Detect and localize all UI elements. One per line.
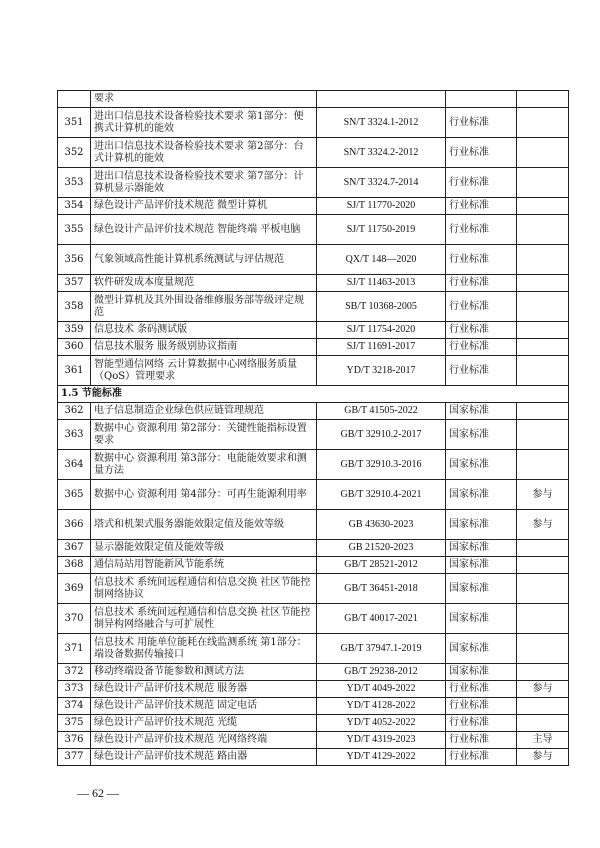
table-row xyxy=(58,138,569,168)
participation-role xyxy=(517,245,569,275)
participation-role xyxy=(517,292,569,322)
standard-code: YD/T 4128-2022 xyxy=(317,698,446,715)
page-number: — 62 — xyxy=(77,786,119,800)
row-number: 355 xyxy=(58,215,91,245)
participation-role xyxy=(517,715,569,732)
table-row xyxy=(58,732,569,749)
standard-type: 行业标准 xyxy=(446,356,517,386)
standard-name: 通信局站用智能新风节能系统 xyxy=(91,557,317,574)
standard-code: GB/T 29238-2012 xyxy=(317,664,446,681)
standard-name: 数据中心 资源利用 第2部分：关键性能指标设置要求 xyxy=(91,420,317,450)
standard-type: 国家标准 xyxy=(446,557,517,574)
standard-type: 行业标准 xyxy=(446,732,517,749)
standard-type: 行业标准 xyxy=(446,681,517,698)
standard-code: SB/T 10368-2005 xyxy=(317,292,446,322)
participation-role xyxy=(517,275,569,292)
standard-code: GB/T 36451-2018 xyxy=(317,574,446,604)
participation-role: 参与 xyxy=(517,510,569,540)
participation-role xyxy=(517,168,569,198)
row-number xyxy=(58,91,91,108)
standard-code xyxy=(317,91,446,108)
participation-role xyxy=(517,574,569,604)
standard-code: SN/T 3324.1-2012 xyxy=(317,108,446,138)
standard-code: YD/T 4052-2022 xyxy=(317,715,446,732)
section-header-row xyxy=(58,386,569,403)
standard-code: YD/T 4129-2022 xyxy=(317,749,446,766)
standard-code: YD/T 4049-2022 xyxy=(317,681,446,698)
standard-name: 信息技术 系统间远程通信和信息交换 社区节能控制网络协议 xyxy=(91,574,317,604)
standard-name: 信息技术服务 服务级别协议指南 xyxy=(91,339,317,356)
table-row xyxy=(58,540,569,557)
standard-type: 行业标准 xyxy=(446,168,517,198)
table-row xyxy=(58,510,569,540)
table-row xyxy=(58,557,569,574)
table-row xyxy=(58,698,569,715)
standard-name: 绿色设计产品评价技术规范 路由器 xyxy=(91,749,317,766)
table-row xyxy=(58,574,569,604)
standard-type xyxy=(446,91,517,108)
standard-code: GB/T 41505-2022 xyxy=(317,403,446,420)
row-number: 358 xyxy=(58,292,91,322)
table-row xyxy=(58,420,569,450)
standard-type: 国家标准 xyxy=(446,420,517,450)
row-number: 359 xyxy=(58,322,91,339)
row-number: 363 xyxy=(58,420,91,450)
row-number: 360 xyxy=(58,339,91,356)
standard-code: SN/T 3324.2-2012 xyxy=(317,138,446,168)
standard-code: SJ/T 11750-2019 xyxy=(317,215,446,245)
standard-name: 进出口信息技术设备检验技术要求 第7部分：计算机显示器能效 xyxy=(91,168,317,198)
row-number: 367 xyxy=(58,540,91,557)
table-row xyxy=(58,634,569,664)
standard-type: 行业标准 xyxy=(446,698,517,715)
table-row xyxy=(58,403,569,420)
standard-type: 行业标准 xyxy=(446,715,517,732)
row-number: 362 xyxy=(58,403,91,420)
row-number: 377 xyxy=(58,749,91,766)
participation-role xyxy=(517,215,569,245)
standard-name: 绿色设计产品评价技术规范 光网络终端 xyxy=(91,732,317,749)
standard-name: 绿色设计产品评价技术规范 智能终端 平板电脑 xyxy=(91,215,317,245)
participation-role xyxy=(517,634,569,664)
row-number: 376 xyxy=(58,732,91,749)
participation-role xyxy=(517,403,569,420)
standard-name: 信息技术 系统间远程通信和信息交换 社区节能控制异构网络融合与可扩展性 xyxy=(91,604,317,634)
section-title: 1.5 节能标准 xyxy=(58,386,569,403)
standard-type: 国家标准 xyxy=(446,664,517,681)
participation-role xyxy=(517,138,569,168)
standard-code: GB/T 32910.4-2021 xyxy=(317,480,446,510)
row-number: 369 xyxy=(58,574,91,604)
table-row xyxy=(58,108,569,138)
row-number: 352 xyxy=(58,138,91,168)
participation-role xyxy=(517,604,569,634)
participation-role: 参与 xyxy=(517,480,569,510)
participation-role xyxy=(517,540,569,557)
standard-code: SJ/T 11691-2017 xyxy=(317,339,446,356)
table-row xyxy=(58,168,569,198)
standard-code: GB 21520-2023 xyxy=(317,540,446,557)
standard-name: 进出口信息技术设备检验技术要求 第1部分：便携式计算机的能效 xyxy=(91,108,317,138)
row-number: 353 xyxy=(58,168,91,198)
standard-code: SN/T 3324.7-2014 xyxy=(317,168,446,198)
participation-role: 参与 xyxy=(517,749,569,766)
participation-role xyxy=(517,698,569,715)
participation-role xyxy=(517,108,569,138)
standard-type: 国家标准 xyxy=(446,480,517,510)
participation-role xyxy=(517,356,569,386)
row-number: 368 xyxy=(58,557,91,574)
participation-role xyxy=(517,420,569,450)
standard-name: 绿色设计产品评价技术规范 微型计算机 xyxy=(91,198,317,215)
standard-type: 行业标准 xyxy=(446,749,517,766)
standard-type: 行业标准 xyxy=(446,198,517,215)
standard-code: GB/T 37947.1-2019 xyxy=(317,634,446,664)
table-row xyxy=(58,198,569,215)
row-number: 366 xyxy=(58,510,91,540)
table-row xyxy=(58,215,569,245)
standard-code: YD/T 3218-2017 xyxy=(317,356,446,386)
standard-code: GB/T 40017-2021 xyxy=(317,604,446,634)
standard-name: 信息技术 条码测试版 xyxy=(91,322,317,339)
table-row xyxy=(58,450,569,480)
standard-type: 国家标准 xyxy=(446,540,517,557)
standard-type: 行业标准 xyxy=(446,339,517,356)
standard-code: GB 43630-2023 xyxy=(317,510,446,540)
standard-code: YD/T 4319-2023 xyxy=(317,732,446,749)
table-row xyxy=(58,715,569,732)
table-row xyxy=(58,356,569,386)
row-number: 356 xyxy=(58,245,91,275)
standard-type: 国家标准 xyxy=(446,450,517,480)
participation-role xyxy=(517,450,569,480)
row-number: 375 xyxy=(58,715,91,732)
participation-role xyxy=(517,91,569,108)
standard-code: GB/T 32910.3-2016 xyxy=(317,450,446,480)
standard-type: 行业标准 xyxy=(446,275,517,292)
row-number: 374 xyxy=(58,698,91,715)
standard-type: 国家标准 xyxy=(446,634,517,664)
standard-type: 行业标准 xyxy=(446,322,517,339)
standard-name: 软件研发成本度量规范 xyxy=(91,275,317,292)
table-row xyxy=(58,292,569,322)
standard-name: 数据中心 资源利用 第4部分：可再生能源利用率 xyxy=(91,480,317,510)
standard-name: 移动终端设备节能参数和测试方法 xyxy=(91,664,317,681)
participation-role: 主导 xyxy=(517,732,569,749)
standard-name: 气象领域高性能计算机系统测试与评估规范 xyxy=(91,245,317,275)
table-row xyxy=(58,681,569,698)
standards-table xyxy=(57,90,569,766)
row-number: 370 xyxy=(58,604,91,634)
row-number: 371 xyxy=(58,634,91,664)
row-number: 373 xyxy=(58,681,91,698)
standard-name: 电子信息制造企业绿色供应链管理规范 xyxy=(91,403,317,420)
row-number: 361 xyxy=(58,356,91,386)
standard-name: 进出口信息技术设备检验技术要求 第2部分：台式计算机的能效 xyxy=(91,138,317,168)
standard-code: GB/T 32910.2-2017 xyxy=(317,420,446,450)
table-row xyxy=(58,339,569,356)
table-row xyxy=(58,664,569,681)
standard-type: 国家标准 xyxy=(446,604,517,634)
table-row xyxy=(58,480,569,510)
standard-type: 行业标准 xyxy=(446,292,517,322)
standard-type: 行业标准 xyxy=(446,138,517,168)
standard-code: SJ/T 11463-2013 xyxy=(317,275,446,292)
standard-type: 国家标准 xyxy=(446,510,517,540)
standard-type: 行业标准 xyxy=(446,108,517,138)
standard-type: 行业标准 xyxy=(446,215,517,245)
standard-type: 国家标准 xyxy=(446,574,517,604)
row-number: 372 xyxy=(58,664,91,681)
participation-role xyxy=(517,322,569,339)
standard-type: 行业标准 xyxy=(446,245,517,275)
standard-name: 要求 xyxy=(91,91,317,108)
standard-name: 塔式和机架式服务器能效限定值及能效等级 xyxy=(91,510,317,540)
standard-code: GB/T 28521-2012 xyxy=(317,557,446,574)
participation-role xyxy=(517,557,569,574)
row-number: 364 xyxy=(58,450,91,480)
table-row xyxy=(58,275,569,292)
standard-code: SJ/T 11770-2020 xyxy=(317,198,446,215)
row-number: 351 xyxy=(58,108,91,138)
row-number: 354 xyxy=(58,198,91,215)
standard-name: 绿色设计产品评价技术规范 固定电话 xyxy=(91,698,317,715)
participation-role: 参与 xyxy=(517,681,569,698)
standard-name: 显示器能效限定值及能效等级 xyxy=(91,540,317,557)
standard-name: 数据中心 资源利用 第3部分：电能能效要求和测量方法 xyxy=(91,450,317,480)
table-row xyxy=(58,91,569,108)
participation-role xyxy=(517,198,569,215)
standard-code: SJ/T 11754-2020 xyxy=(317,322,446,339)
table-row xyxy=(58,749,569,766)
standard-type: 国家标准 xyxy=(446,403,517,420)
row-number: 357 xyxy=(58,275,91,292)
standard-name: 信息技术 用能单位能耗在线监测系统 第1部分：端设备数据传输接口 xyxy=(91,634,317,664)
standard-name: 微型计算机及其外围设备维修服务部等级评定规范 xyxy=(91,292,317,322)
standard-code: QX/T 148—2020 xyxy=(317,245,446,275)
standard-name: 绿色设计产品评价技术规范 服务器 xyxy=(91,681,317,698)
table-row xyxy=(58,322,569,339)
participation-role xyxy=(517,664,569,681)
standard-name: 绿色设计产品评价技术规范 光缆 xyxy=(91,715,317,732)
standard-name: 智能型通信网络 云计算数据中心网络服务质量（QoS）管理要求 xyxy=(91,356,317,386)
table-row xyxy=(58,604,569,634)
participation-role xyxy=(517,339,569,356)
row-number: 365 xyxy=(58,480,91,510)
table-row xyxy=(58,245,569,275)
